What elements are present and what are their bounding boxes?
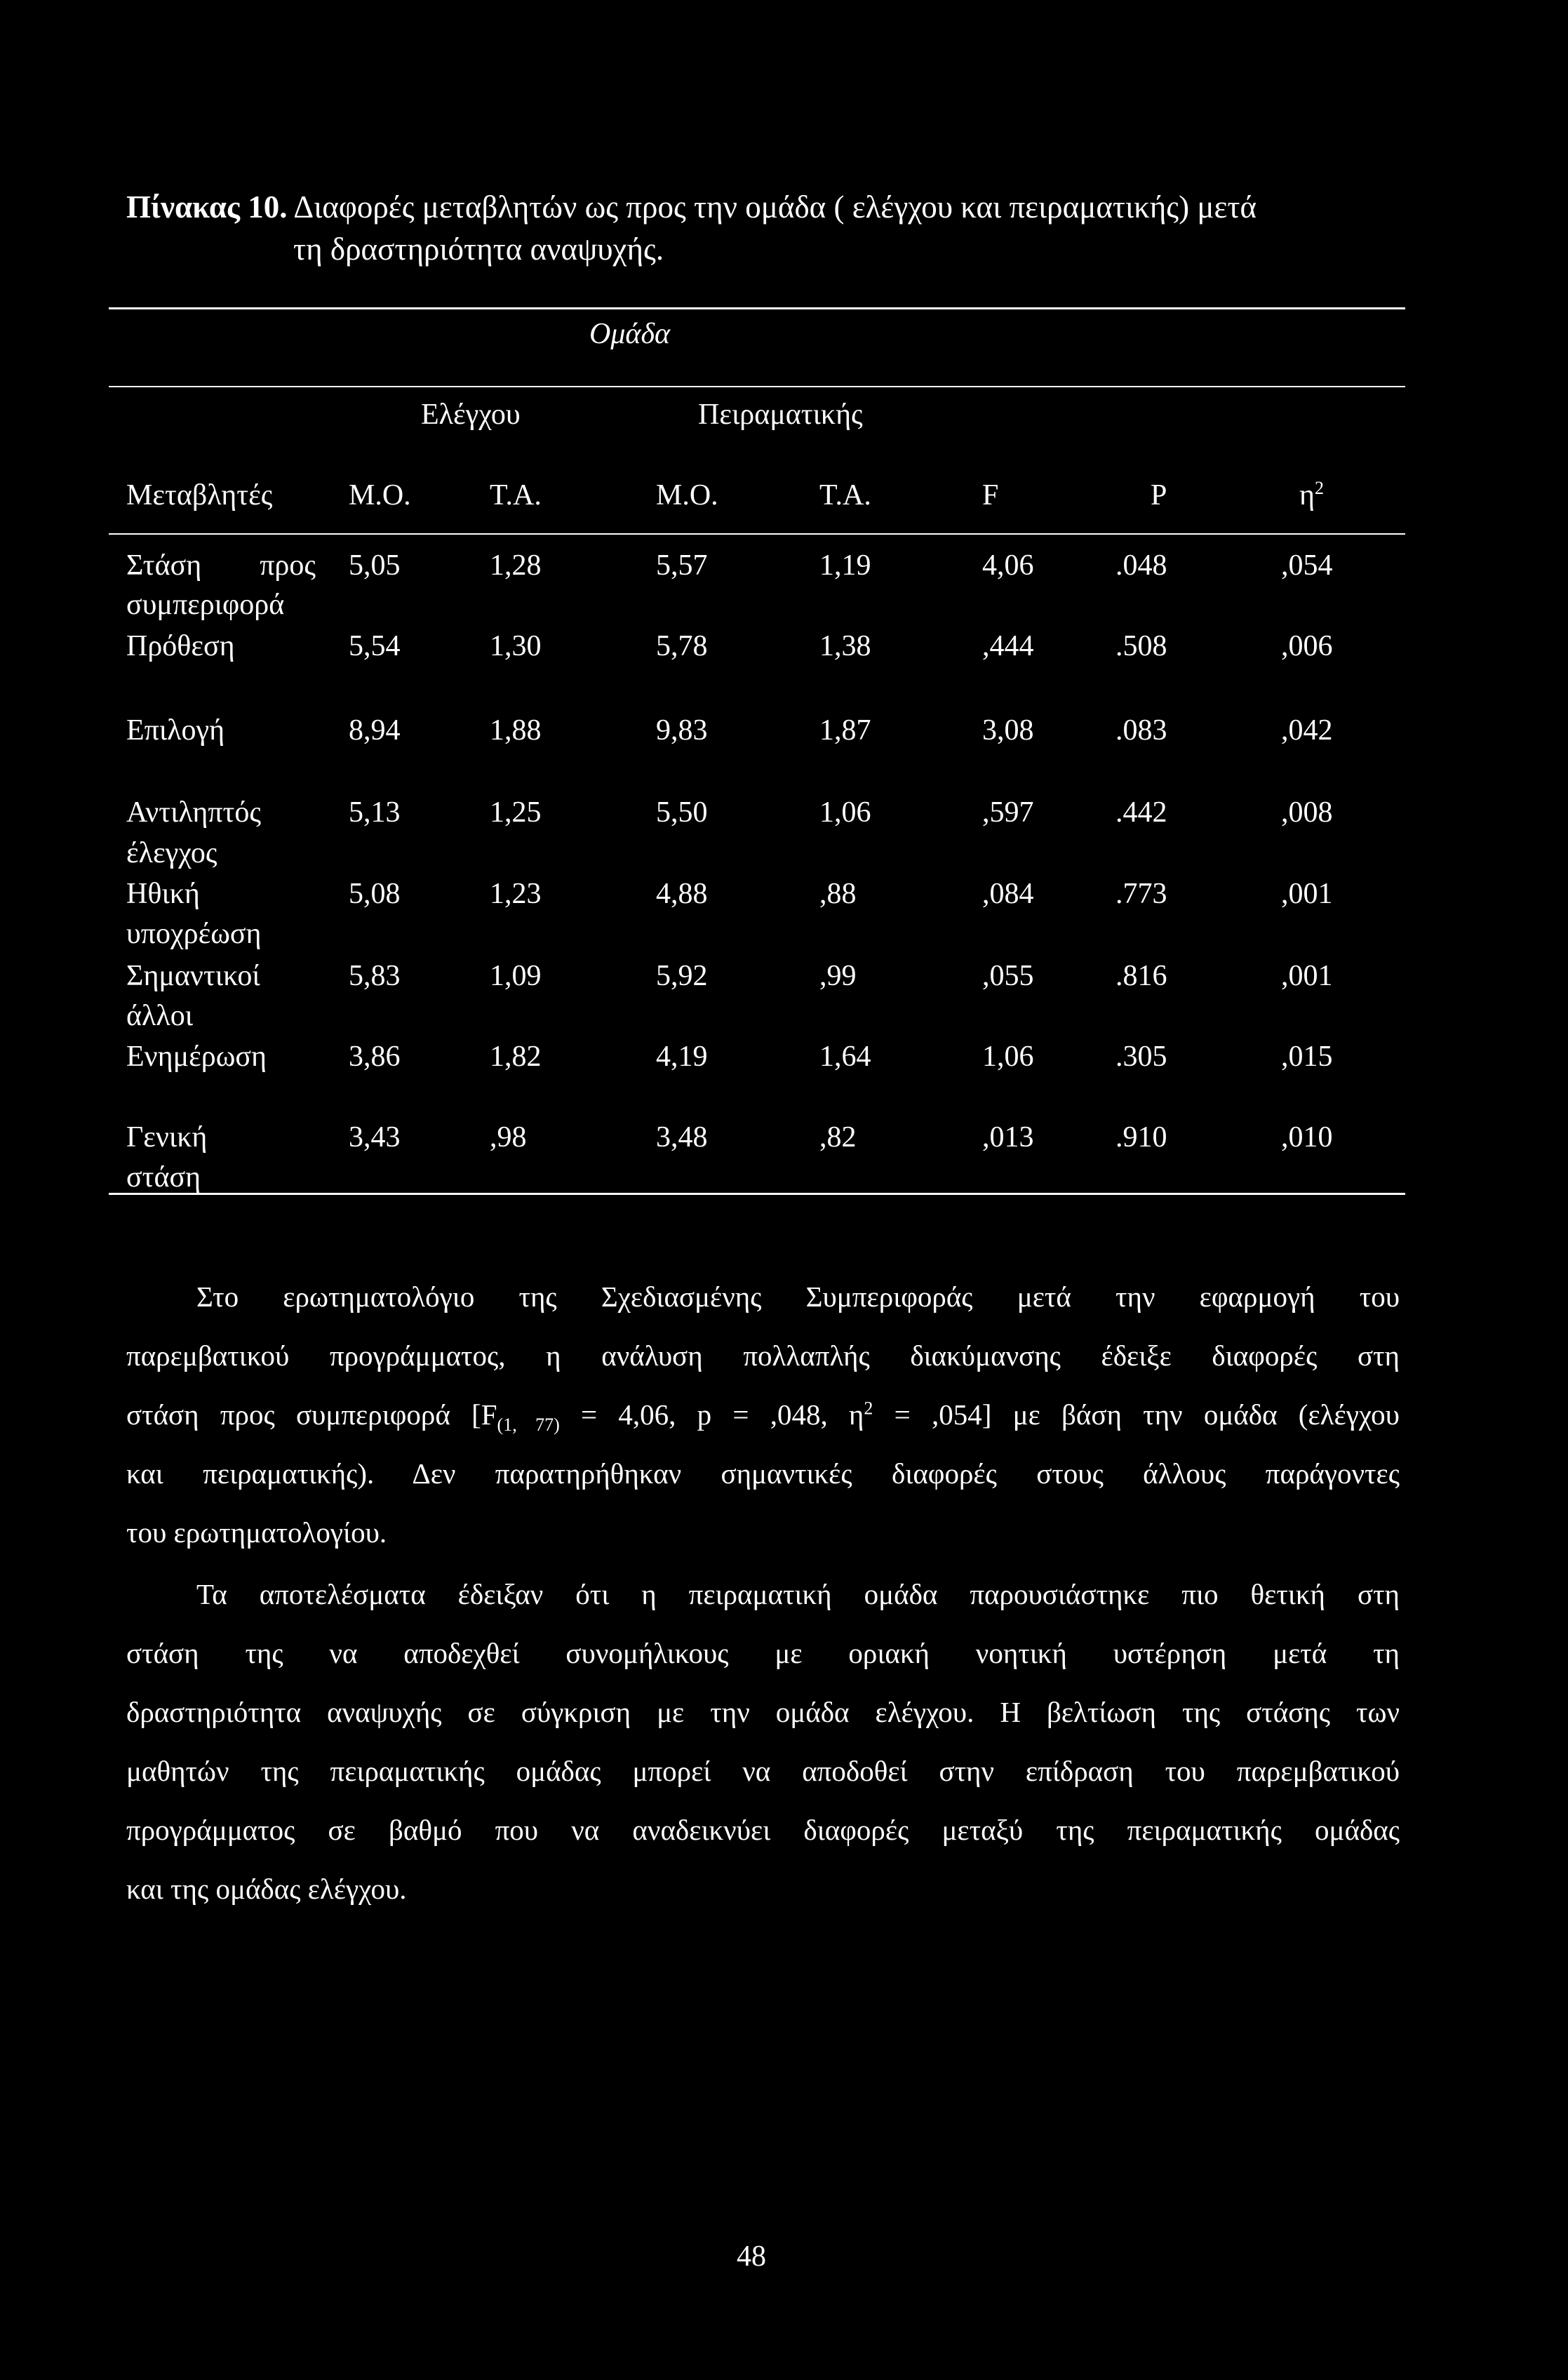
cell-f: 1,06 [982, 1041, 1034, 1073]
col-sd-control: Τ.Α. [490, 479, 542, 512]
row-label: Πρόθεση [126, 630, 235, 662]
cell-f: ,084 [982, 878, 1034, 910]
cell-mean-experimental: 4,88 [656, 878, 708, 910]
control-header: Ελέγχου [421, 399, 521, 431]
cell-p: .048 [1115, 549, 1167, 582]
table-number: Πίνακας 10. [126, 189, 288, 225]
p1-line3-sup: 2 [864, 1398, 873, 1419]
cell-eta: ,001 [1281, 878, 1333, 910]
cell-f: 3,08 [982, 714, 1034, 747]
caption-line2: τη δραστηριότητα αναψυχής. [293, 232, 664, 267]
cell-sd-experimental: 1,06 [819, 796, 871, 829]
cell-sd-control: 1,30 [490, 630, 542, 662]
p2-line5: προγράμματος σε βαθμό που να αναδεικνύει διαφορές μεταξύ της πειραματικής ομάδας [126, 1814, 1400, 1846]
col-mean-control: Μ.Ο. [349, 479, 411, 512]
row-label-cont: υποχρέωση [126, 918, 262, 950]
p2-line2: στάση της να αποδεχθεί συνομήλικους με οριακή νοητική υστέρηση μετά τη [126, 1637, 1400, 1669]
cell-sd-control: 1,28 [490, 549, 542, 582]
col-variables: Μεταβλητές [126, 479, 273, 512]
header-rule [109, 533, 1405, 535]
cell-mean-experimental: 5,50 [656, 796, 708, 829]
p1-line3-sub: (1, 77) [497, 1415, 560, 1436]
cell-f: 4,06 [982, 549, 1034, 582]
p1-line5: του ερωτηματολογίου. [126, 1516, 387, 1549]
col-eta-sup: 2 [1314, 478, 1324, 498]
p1-line3c: = ,054] με βάση την ομάδα (ελέγχου [873, 1398, 1400, 1431]
cell-p: .816 [1115, 960, 1167, 992]
cell-sd-experimental: 1,19 [819, 549, 871, 582]
col-f: F [982, 479, 999, 512]
cell-p: .773 [1115, 878, 1167, 910]
cell-mean-control: 5,08 [349, 878, 401, 910]
cell-p: .508 [1115, 630, 1167, 662]
cell-mean-control: 5,83 [349, 960, 401, 992]
table-caption [126, 186, 1257, 228]
cell-eta: ,010 [1281, 1121, 1333, 1154]
cell-sd-control: ,98 [490, 1121, 527, 1154]
cell-mean-control: 8,94 [349, 714, 401, 747]
cell-f: ,444 [982, 630, 1034, 662]
cell-p: .442 [1115, 796, 1167, 829]
group-rule [109, 386, 1405, 387]
p1-line4: και πειραματικής). Δεν παρατηρήθηκαν σημαντικές διαφορές στους άλλους παράγοντες [126, 1457, 1400, 1490]
cell-sd-control: 1,25 [490, 796, 542, 829]
cell-sd-control: 1,09 [490, 960, 542, 992]
p1-line2: παρεμβατικού προγράμματος, η ανάλυση πολλαπλής διακύμανσης έδειξε διαφορές στη [126, 1339, 1400, 1372]
row-label-cont: έλεγχος [126, 837, 217, 869]
cell-mean-experimental: 5,57 [656, 549, 708, 582]
cell-sd-control: 1,82 [490, 1041, 542, 1073]
cell-f: ,597 [982, 796, 1034, 829]
group-header: Ομάδα [589, 318, 671, 350]
experimental-header: Πειραματικής [698, 399, 863, 431]
cell-eta: ,001 [1281, 960, 1333, 992]
p1-line1: Στο ερωτηματολόγιο της Σχεδιασμένης Συμπεριφοράς μετά την εφαρμογή του [196, 1281, 1400, 1313]
cell-sd-experimental: ,82 [819, 1121, 857, 1154]
cell-eta: ,054 [1281, 549, 1333, 582]
cell-sd-experimental: ,88 [819, 878, 857, 910]
cell-mean-experimental: 5,78 [656, 630, 708, 662]
row-label: Ηθική [126, 878, 200, 910]
col-sd-experimental: Τ.Α. [819, 479, 871, 512]
cell-sd-experimental: 1,87 [819, 714, 871, 747]
cell-p: .910 [1115, 1121, 1167, 1154]
row-label: Στάση προς [126, 549, 316, 582]
cell-mean-experimental: 5,92 [656, 960, 708, 992]
cell-sd-experimental: 1,64 [819, 1041, 871, 1073]
cell-mean-control: 5,05 [349, 549, 401, 582]
cell-sd-experimental: ,99 [819, 960, 857, 992]
p1-line3 [126, 1389, 1400, 1440]
row-label: Γενική [126, 1121, 208, 1154]
cell-sd-control: 1,23 [490, 878, 542, 910]
cell-mean-experimental: 3,48 [656, 1121, 708, 1154]
cell-mean-experimental: 9,83 [656, 714, 708, 747]
cell-mean-experimental: 4,19 [656, 1041, 708, 1073]
col-eta [1299, 477, 1324, 514]
p2-line1: Τα αποτελέσματα έδειξαν ότι η πειραματική ομάδα παρουσιάστηκε πιο θετική στη [196, 1578, 1400, 1610]
table-top-rule [109, 307, 1405, 309]
cell-eta: ,042 [1281, 714, 1333, 747]
cell-mean-control: 3,43 [349, 1121, 401, 1154]
row-label: Επιλογή [126, 714, 225, 747]
p1-line3b: = 4,06, p = ,048, η [559, 1398, 864, 1431]
row-label: Σημαντικοί [126, 960, 260, 992]
row-label-cont: άλλοι [126, 1000, 194, 1032]
cell-p: .305 [1115, 1041, 1167, 1073]
p1-line3a: στάση προς συμπεριφορά [F [126, 1398, 497, 1431]
cell-eta: ,015 [1281, 1041, 1333, 1073]
caption-line1: Διαφορές μεταβλητών ως προς την ομάδα ( ελέγχου και πειραματικής) μετά [293, 189, 1257, 225]
p2-line4: μαθητών της πειραματικής ομάδας μπορεί να αποδοθεί στην επίδραση του παρεμβατικού [126, 1755, 1400, 1787]
col-p: P [1151, 479, 1167, 512]
cell-p: .083 [1115, 714, 1167, 747]
row-label-cont: συμπεριφορά [126, 589, 285, 621]
p2-line6: και της ομάδας ελέγχου. [126, 1873, 407, 1905]
cell-eta: ,006 [1281, 630, 1333, 662]
cell-mean-control: 3,86 [349, 1041, 401, 1073]
cell-f: ,013 [982, 1121, 1034, 1154]
col-mean-experimental: Μ.Ο. [656, 479, 718, 512]
cell-mean-control: 5,13 [349, 796, 401, 829]
cell-eta: ,008 [1281, 796, 1333, 829]
row-label: Αντιληπτός [126, 796, 262, 829]
table-bottom-rule [109, 1193, 1405, 1195]
cell-f: ,055 [982, 960, 1034, 992]
cell-mean-control: 5,54 [349, 630, 401, 662]
p2-line3: δραστηριότητα αναψυχής σε σύγκριση με την ομάδα ελέγχου. Η βελτίωση της στάσης των [126, 1696, 1400, 1728]
page-number: 48 [737, 2240, 766, 2273]
col-eta-symbol: η [1299, 479, 1315, 512]
row-label-cont: στάση [126, 1161, 201, 1194]
cell-sd-experimental: 1,38 [819, 630, 871, 662]
row-label: Ενημέρωση [126, 1041, 267, 1073]
cell-sd-control: 1,88 [490, 714, 542, 747]
